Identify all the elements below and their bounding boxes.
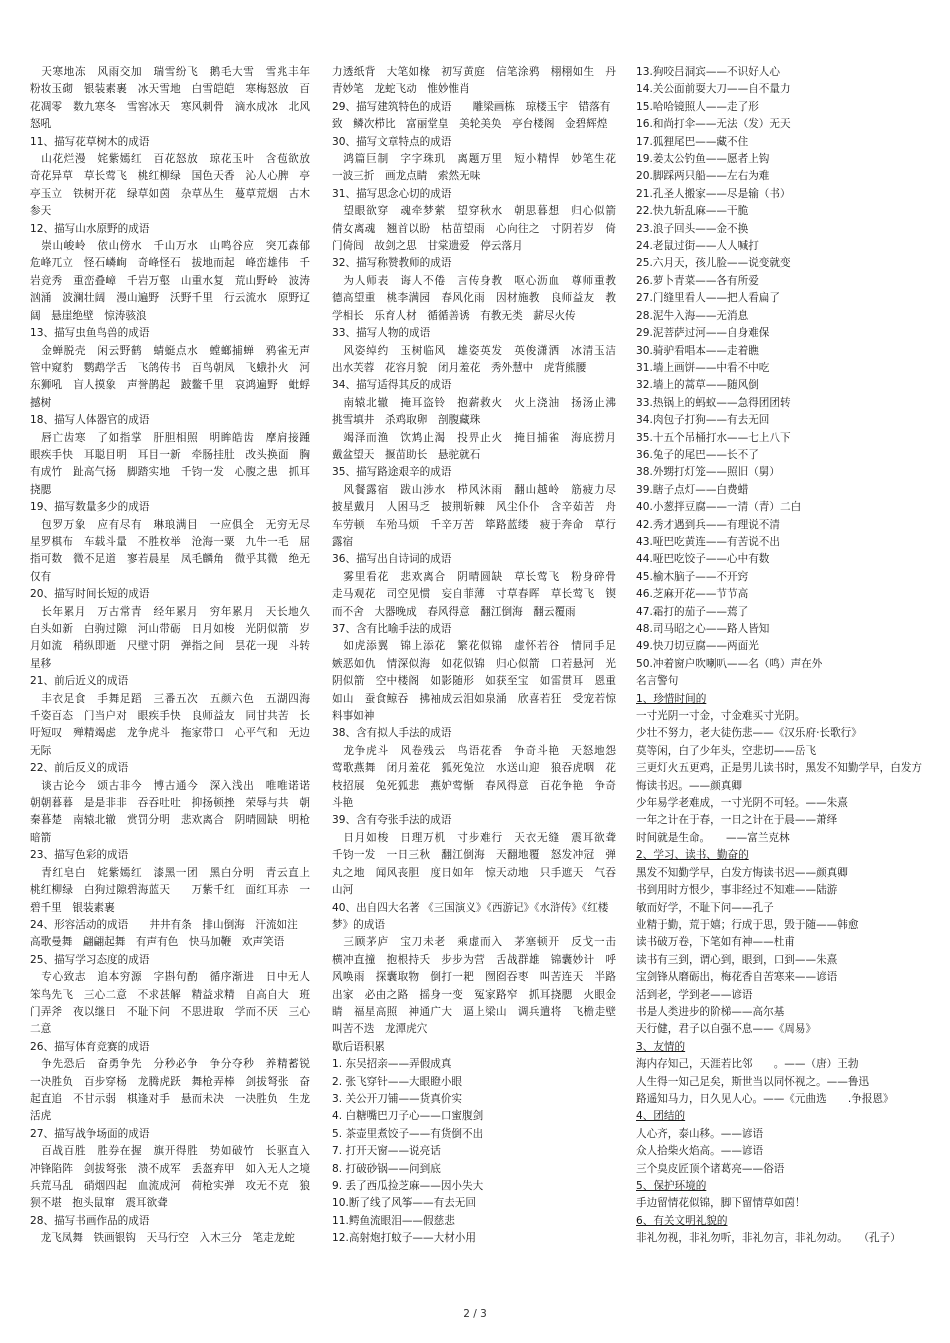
text-line: 13.狗咬吕洞宾——不识好人心 [636,66,780,78]
text-line: 天行健，君子以自强不息——《周易》 [636,1023,817,1036]
section-heading: 3、友情的 [636,1040,686,1053]
section-heading: 38、含有拟人手法的成语 [332,727,452,740]
text-line: 海内存知己，天涯若比邻 。——（唐）王勃 [636,1058,859,1071]
text-line: 竭泽而渔 饮鸩止渴 投畀止火 掩目捕雀 海底捞月 戴盆望天 揠苗助长 悬驼就石 [332,431,627,461]
text-line: 争先恐后 奋勇争先 分秒必争 争分夺秒 养精蓄锐 一决胜负 百步穿杨 龙腾虎跃 舞枪弄棒 剑拔弩张 奋起直追 不甘示弱 棋逢对手 悬而未决 一决胜负 生龙活虎 [30,1058,321,1123]
text-line: 14.关公面前耍大刀——自不量力 [636,83,791,96]
text-line: 9. 丢了西瓜捡芝麻——因小失大 [332,1180,484,1192]
text-line: 敏而好学，不耻下问——孔子 [636,901,774,914]
section-heading: 18、描写人体器官的成语 [30,414,150,427]
section-heading: 34、描写适得其反的成语 [332,379,452,392]
text-line: 24.老鼠过街——人人喊打 [636,240,759,253]
text-line: 27.门缝里看人——把人看扁了 [636,292,780,305]
text-line: 19.姜太公钓鱼——愿者上钩 [636,153,770,166]
text-line: 百战百胜 胜券在握 旗开得胜 势如破竹 长驱直入 冲锋陷阵 剑拔弩张 溃不成军 丢盔弃甲 如入无人之境 兵荒马乱 硝烟四起 血流成河 荷枪实弹 攻无不克 狼狈不堪 抱头鼠窜 震耳欲聋 [30,1145,321,1210]
section-heading: 31、描写思念心切的成语 [332,187,452,200]
section-heading: 40、出自四大名著 《三国演义》《西游记》《水浒传》《红楼梦》的成语 [332,901,609,931]
section-heading: 26、描写体育竞赛的成语 [30,1040,150,1053]
text-line: 龙飞凤舞 铁画银钩 天马行空 入木三分 笔走龙蛇 [30,1232,295,1245]
text-line: 46.芝麻开花——节节高 [636,588,749,601]
text-line: 12.高射炮打蚊子——大材小用 [332,1232,476,1245]
column-right [636,64,926,1264]
text-line: 鸿篇巨制 字字珠玑 离题万里 短小精悍 妙笔生花 一波三折 画龙点睛 索然无味 [332,153,627,183]
text-line: 39.瞎子点灯——白费蜡 [636,483,749,496]
text-line: 日月如梭 日理万机 寸步难行 天衣无缝 震耳欲聋 千钧一发 一日三秋 翻江倒海 天翻地覆 怒发冲冠 弹丸之地 闻风丧胆 度日如年 惊天动地 只手遮天 气吞山河 [332,831,627,897]
text-line: 南辕北辙 掩耳盗铃 抱薪救火 火上浇油 扬汤止沸 挑雪填井 杀鸡取卵 剖腹藏珠 [332,396,627,427]
text-line: 三顾茅庐 宝刀未老 乘虚而入 茅塞顿开 反戈一击 横冲直撞 抱根持夭 步步为营 舌战群雄 锦囊妙计 呼风唤雨 探囊取物 倒打一耙 囫囵吞枣 叫苦连天 半路出家 必由之路 摇身一变 冤家路窄 抓耳挠腮 火眼金睛 福星高照 神通广大 逼上梁山 调兵遣将 飞檐走壁 叫苦不迭 龙潭虎穴 [332,936,627,1036]
text-line: 书到用时方恨少，事非经过不知难——陆游 [636,884,838,897]
section-heading: 20、描写时间长短的成语 [30,588,150,601]
text-line: 名言警句 [636,675,679,688]
section-heading: 35、描写路途艰辛的成语 [332,466,452,479]
text-line: 8. 打破砂锅——问到底 [332,1162,441,1175]
text-line: 风姿绰约 玉树临风 雄姿英发 英俊潇洒 冰清玉洁 出水芙蓉 花容月貌 闭月羞花 秀外慧中 虎背熊腰 [332,344,627,374]
text-line: 读书有三到，谓心到，眼到，口到——朱熹 [636,953,838,966]
section-heading: 29、描写建筑特色的成语 雕梁画栋 琼楼玉宇 错落有致 鳞次栉比 富丽堂皇 美轮美奂 亭台楼阁 金碧辉煌 [332,100,611,131]
text-line: 2. 张飞穿针——大眼瞪小眼 [332,1075,463,1088]
text-line: 49.快刀切豆腐——两面光 [636,640,759,653]
section-heading: 28、描写书画作品的成语 [30,1214,150,1227]
section-heading: 1、珍惜时间的 [636,692,707,705]
section-heading: 11、描写花草树木的成语 [30,135,150,148]
section-heading: 36、描写出自诗词的成语 [332,553,452,566]
text-line: 一年之计在于春，一日之计在于晨——萧绎 [636,814,838,827]
text-line: 38.外甥打灯笼——照旧（舅） [636,466,780,479]
text-line: 4. 白糖嘴巴刀子心——口蜜腹剑 [332,1110,484,1123]
text-line: 青红皂白 姹紫嫣红 漆黑一团 黑白分明 青云直上 桃红柳绿 白狗过隙碧海蓝天 万紫千红 面红耳赤 一碧千里 银装素裹 [30,866,321,914]
section-heading: 歇后语积累 [332,1040,385,1053]
text-line: 手边留情花似锦，脚下留情草如茵！ [636,1197,806,1210]
text-line: 31.墙上画饼——中看不中吃 [636,361,770,374]
text-line: 三更灯火五更鸡，正是男儿读书时，黑发不知勤学早，白发方悔读书迟。——颜真卿 [636,762,923,792]
text-line: 30.骑驴看唱本——走着瞧 [636,344,759,357]
text-line: 一寸光阴一寸金，寸金难买寸光阴。 [636,710,806,723]
text-line: 谈古论今 颂古非今 博古通今 深入浅出 唯唯诺诺 朝朝暮暮 是是非非 吞吞吐吐 抑扬顿挫 荣辱与共 朝秦暮楚 南辕北辙 赏罚分明 悲欢离合 阴晴圆缺 明枪暗箭 [30,779,321,844]
text-line: 宝剑锋从磨砺出，梅花香自苦寒来——谚语 [636,971,838,984]
text-line: 长年累月 万古常青 经年累月 穷年累月 天长地久 白头如新 白驹过隙 河山带砺 日月如梭 光阴似箭 岁月如流 稍纵即逝 尺壁寸阴 弹指之间 昙花一现 斗转星移 [30,605,321,670]
section-heading: 6、有关文明礼貌的 [636,1214,728,1227]
text-line: 莫等闲，白了少年头，空悲切——岳飞 [636,744,817,757]
text-line: 22.快九斩乱麻——干脆 [636,205,749,218]
text-line: 17.狐狸尾巴——藏不住 [636,135,749,148]
text-line: 读书破万卷，下笔如有神——杜甫 [636,936,795,949]
section-heading: 33、描写人物的成语 [332,327,431,340]
section-heading: 23、描写色彩的成语 [30,849,129,862]
text-line: 雾里看花 悲欢离合 阴晴圆缺 草长莺飞 粉身碎骨 走马观花 司空见惯 妄自菲薄 寸草春晖 草长莺飞 锲而不舍 大器晚成 春风得意 翻江倒海 翻云覆雨 [332,570,627,618]
text-line: 望眼欲穿 魂牵梦萦 望穿秋水 朝思暮想 归心似箭 倩女离魂 翘首以盼 枯苗望雨 心向往之 寸阴若岁 倚门倚闾 故剑之思 甘棠遗爱 停云落月 [332,205,627,253]
text-line: 包罗万象 应有尽有 琳琅满目 一应俱全 无穷无尽 星罗棋布 车载斗量 不胜枚举 沧海一粟 九牛一毛 屈指可数 微不足道 寥若晨星 凤毛麟角 微乎其微 绝无仅有 [30,518,321,583]
text-line: 50.冲着窗户吹喇叭——名（鸣）声在外 [636,657,823,670]
text-line: 少年易学老难成，一寸光阴不可轻。——朱熹 [636,797,848,810]
text-line: 力透纸背 大笔如椽 初写黄庭 信笔涂鸦 栩栩如生 丹青妙笔 龙蛇飞动 惟妙惟肖 [332,66,616,96]
text-line: 32.墙上的蒿草——随风倒 [636,379,759,392]
text-line: 专心致志 追本穷源 字斟句酌 循序渐进 日中无人 笨鸟先飞 三心二意 不求甚解 精益求精 自高自大 班门弄斧 夜以继日 不耻下问 不思进取 学而不厌 三心二意 [30,971,321,1036]
text-line: 34.肉包子打狗——有去无回 [636,414,770,427]
text-line: 非礼勿视，非礼勿听，非礼勿言，非礼勿动。 （孔子） [636,1232,901,1245]
section-heading: 24、形容活动的成语 井井有条 排山倒海 汗流如注 高歌曼舞 翩翩起舞 有声有色 快马加鞭 欢声笑语 [30,918,309,949]
section-heading: 13、描写虫鱼鸟兽的成语 [30,327,150,340]
text-line: 活到老，学到老——谚语 [636,988,753,1001]
section-heading: 37、含有比喻手法的成语 [332,623,452,635]
text-line: 26.萝卜青菜——各有所爱 [636,274,759,287]
text-line: 为人师表 诲人不倦 言传身教 呕心沥血 尊师重教 德高望重 桃李满园 春风化雨 因材施教 良师益友 教学相长 乐育人材 循循善诱 有教无类 薪尽火传 [332,274,627,322]
text-line: 1. 东吴招亲——弄假成真 [332,1058,452,1071]
text-line: 风餐露宿 跋山涉水 栉风沐雨 翻山越岭 筋疲力尽 披星戴月 人困马乏 披荆斩棘 风尘仆仆 含辛茹苦 舟车劳顿 车殆马烦 千辛万苦 筚路蓝缕 疲于奔命 草行露宿 [332,483,627,548]
section-heading: 39、含有夸张手法的成语 [332,814,452,827]
column-middle [332,64,627,1264]
text-line: 45.榆木脑子——不开窍 [636,570,749,583]
section-heading: 32、描写称赞教师的成语 [332,257,452,270]
text-line: 21.孔圣人搬家——尽是输（书） [636,187,791,200]
text-line: 43.哑巴吃黄连——有苦说不出 [636,535,780,548]
text-line: 7. 打开天窗——说亮话 [332,1145,441,1158]
text-line: 人心齐，泰山移。——谚语 [636,1127,764,1140]
text-line: 40.小葱拌豆腐——一清（青）二白 [636,501,802,514]
text-line: 业精于勤，荒于嬉；行成于思，毁于随——韩愈 [636,918,859,931]
text-line: 路遥知马力，日久见人心。——《元曲选 .争报恩》 [636,1092,894,1105]
text-line: 11.鳄鱼流眼泪——假慈悲 [332,1214,455,1227]
text-line: 龙争虎斗 风卷残云 鸟语花香 争奇斗艳 天怒地怨 莺歌燕舞 闭月羞花 狐死兔泣 水送山迎 狼吞虎咽 花枝招展 兔死狐悲 燕妒莺惭 春风得意 百花争艳 争奇斗艳 [332,744,627,810]
section-heading: 22、前后反义的成语 [30,762,129,775]
text-line: 众人拾柴火焰高。——谚语 [636,1145,764,1158]
text-line: 15.哈哈镜照人——走了形 [636,100,759,113]
text-line: 25.六月天，孩儿脸——说变就变 [636,257,791,270]
text-line: 33.热锅上的蚂蚁——急得团团转 [636,396,791,409]
text-line: 20.脚踩两只船——左右为难 [636,170,770,183]
text-line: 29.泥菩萨过河——自身难保 [636,327,770,340]
text-line: 35.十五个吊桶打水——七上八下 [636,431,791,444]
text-line: 48.司马昭之心——路人皆知 [636,623,770,635]
text-line: 如虎添翼 锦上添花 繁花似锦 虚怀若谷 情同手足 嫉恶如仇 情深似海 如花似锦 归心似箭 口若悬河 光阴似箭 空中楼阁 如影随形 如获至宝 如雷贯耳 恩重如山 蚕食鲸吞 拂袖成云泪如泉涌 欣喜若狂 受宠若惊 料事如神 [332,640,627,723]
text-line: 人生得一知己足矣，斯世当以同怀视之。——鲁迅 [636,1075,870,1088]
text-line: 山花烂漫 姹紫嫣红 百花怒放 琼花玉叶 含苞欲放 奇花异草 草长莺飞 桃红柳绿 国色天香 沁人心脾 亭亭玉立 铁树开花 绿草如茵 杂草丛生 蔓草荒烟 古木参天 [30,153,321,218]
text-line: 丰衣足食 手舞足蹈 三番五次 五颜六色 五湖四海 千姿百态 门当户对 眼疾手快 良师益友 同甘共苦 长吁短叹 殚精竭虑 龙争虎斗 拖家带口 心平气和 无边无际 [30,692,321,757]
text-line: 少壮不努力，老大徒伤悲——《汉乐府·长歌行》 [636,727,862,740]
page-number: 2 / 3 [463,1308,487,1320]
text-line: 黑发不知勤学早，白发方悔读书迟——颜真卿 [636,866,848,879]
text-line: 天寒地冻 风雨交加 瑞雪纷飞 鹅毛大雪 雪兆丰年 粉妆玉砌 银装素裹 冰天雪地 白雪皑皑 寒梅怒放 百花凋零 数九寒冬 雪窖冰天 寒风刺骨 滴水成冰 北风怒吼 [30,66,321,131]
text-line: 唇亡齿寒 了如指掌 肝胆相照 明眸皓齿 摩肩接踵 眼疾手快 耳聪目明 耳目一新 牵肠挂肚 改头换面 胸有成竹 趾高气扬 脚踏实地 千钧一发 心腹之患 抓耳挠腮 [30,431,321,496]
text-line: 44.哑巴吃饺子——心中有数 [636,553,770,566]
section-heading: 2、学习、读书、勤奋的 [636,849,749,862]
text-line: 三个臭皮匠顶个诸葛亮——俗语 [636,1162,785,1175]
text-line: 5. 茶壶里煮饺子——有货倒不出 [332,1127,484,1140]
section-heading: 4、团结的 [636,1110,686,1123]
text-line: 23.浪子回头——金不换 [636,222,749,235]
text-line: 16.和尚打伞——无法（发）无天 [636,118,791,131]
section-heading: 5、保护环境的 [636,1180,707,1192]
column-left [30,64,321,1264]
text-line: 时间就是生命。 ——富兰克林 [636,831,790,844]
text-line: 36.兔子的尾巴——长不了 [636,448,759,461]
text-line: 崇山峻岭 依山傍水 千山万水 山鸣谷应 突兀森郁 危峰兀立 怪石嶙峋 奇峰怪石 拔地而起 峰峦雄伟 千岩竞秀 重峦叠嶂 千岩万壑 山重水复 荒山野岭 波涛汹涌 波澜壮阔 漫山遍野 沃野千里 行云流水 原野辽阔 悬崖绝壁 惊涛骇浪 [30,240,321,322]
text-line: 书是人类进步的阶梯——高尔基 [636,1005,785,1018]
text-line: 10.断了线了风筝——有去无回 [332,1197,476,1210]
text-line: 47.霜打的茄子——蔫了 [636,605,749,618]
text-line: 3. 关公开刀铺——货真价实 [332,1092,463,1105]
text-line: 42.秀才遇到兵——有理说不清 [636,518,780,531]
section-heading: 27、描写战争场面的成语 [30,1127,150,1140]
text-line: 28.泥牛入海——无消息 [636,309,749,322]
text-line: 金蝉脱壳 闲云野鹤 蜻蜓点水 螳螂捕蝉 鸦雀无声 管中窥豹 鹦鹉学舌 飞鸽传书 百鸟朝凤 飞蛾扑火 河东狮吼 盲人摸象 声誉鹊起 跛鳖千里 哀鸿遍野 蚍蜉撼树 [30,344,321,409]
section-heading: 12、描写山水原野的成语 [30,222,150,235]
section-heading: 19、描写数量多少的成语 [30,501,150,514]
section-heading: 25、描写学习态度的成语 [30,953,150,966]
section-heading: 21、前后近义的成语 [30,675,129,688]
section-heading: 30、描写文章特点的成语 [332,135,452,148]
